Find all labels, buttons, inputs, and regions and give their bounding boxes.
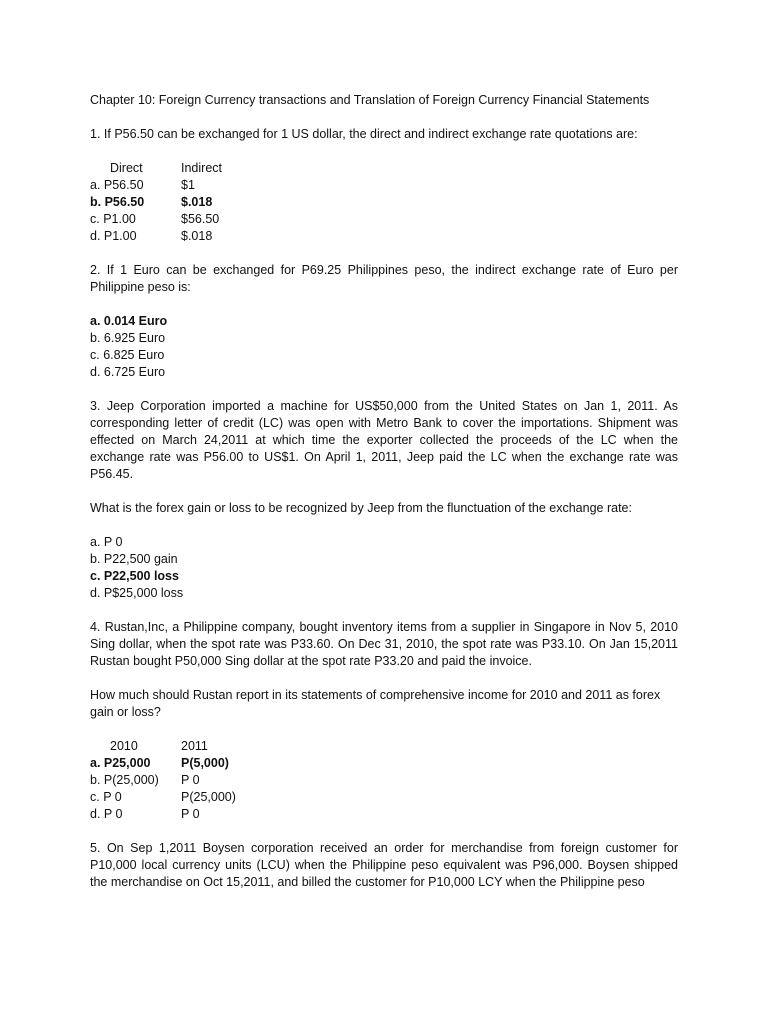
q3-option-d: d. P$25,000 loss xyxy=(90,586,184,600)
q1-option-c-direct: c. P1.00 xyxy=(90,212,136,226)
header-2011: 2011 xyxy=(181,739,208,753)
q2-option-b: b. 6.925 Euro xyxy=(90,331,166,345)
header-2010: 2010 xyxy=(110,739,138,753)
q1-option-a-direct: a. P56.50 xyxy=(90,178,144,192)
q2-option-c: c. 6.825 Euro xyxy=(90,348,165,362)
q4-option-b-2010: b. P(25,000) xyxy=(90,773,159,787)
q4-option-b-2011: P 0 xyxy=(181,773,200,787)
q4-option-d-2011: P 0 xyxy=(181,807,200,821)
question-5-text: 5. On Sep 1,2011 Boysen corporation received an order for merchandise from foreign customer for P10,000 local currency units (LCU) when the Philippine peso equivalent was P96,000. Boysen shipped the merchandise on Oct 15,2011, and billed the customer for P10,000 LCY when the Philippine peso xyxy=(90,841,678,889)
q1-option-c-indirect: $56.50 xyxy=(181,212,220,226)
header-indirect: Indirect xyxy=(181,161,222,175)
header-direct: Direct xyxy=(110,161,143,175)
q1-option-d-indirect: $.018 xyxy=(181,229,213,243)
document-page xyxy=(90,92,678,908)
q3-option-b: b. P22,500 gain xyxy=(90,552,178,566)
question-3-text: 3. Jeep Corporation imported a machine for US$50,000 from the United States on Jan 1, 2011. As corresponding letter of credit (LC) was open with Metro Bank to cover the importations. Shipment was effected on March 24,2011 at which time the exporter collected the proceeds of the LC when the exchange rate was P56.00 to US$1. On April 1, 2011, Jeep paid the LC when the exchange rate was P56.45. xyxy=(90,399,678,481)
q3-option-a: a. P 0 xyxy=(90,535,123,549)
question-3-options xyxy=(90,534,678,602)
q1-option-d-direct: d. P1.00 xyxy=(90,229,137,243)
question-4-text: 4. Rustan,Inc, a Philippine company, bought inventory items from a supplier in Singapore in Nov 5, 2010 Sing dollar, when the spot rate was P33.60. On Dec 31, 2010, the spot rate was P33.10. On Jan 15,2011 Rustan bought P50,000 Sing dollar at the spot rate P33.20 and paid the invoice. xyxy=(90,620,678,668)
question-4-prompt: How much should Rustan report in its statements of comprehensive income for 2010 and 2011 as forex gain or loss? xyxy=(90,688,661,719)
q2-option-d: d. 6.725 Euro xyxy=(90,365,166,379)
q4-option-c-2011: P(25,000) xyxy=(181,790,236,804)
q1-option-b-direct: b. P56.50 xyxy=(90,195,145,209)
q1-option-b-indirect: $.018 xyxy=(181,195,213,209)
q4-option-d-2010: d. P 0 xyxy=(90,807,123,821)
q4-option-c-2010: c. P 0 xyxy=(90,790,122,804)
q4-option-a-2010: a. P25,000 xyxy=(90,756,151,770)
question-1-options-table xyxy=(90,160,678,245)
q1-option-a-indirect: $1 xyxy=(181,178,195,192)
q2-option-a: a. 0.014 Euro xyxy=(90,314,168,328)
question-4-options-table xyxy=(90,738,678,823)
q3-option-c: c. P22,500 loss xyxy=(90,569,179,583)
chapter-title: Chapter 10: Foreign Currency transactions and Translation of Foreign Currency Financial Statements xyxy=(90,93,650,107)
q4-option-a-2011: P(5,000) xyxy=(181,756,229,770)
question-1-text: 1. If P56.50 can be exchanged for 1 US dollar, the direct and indirect exchange rate quotations are: xyxy=(90,127,638,141)
question-2-text: 2. If 1 Euro can be exchanged for P69.25 Philippines peso, the indirect exchange rate of Euro per Philippine peso is: xyxy=(90,263,678,294)
question-3-prompt: What is the forex gain or loss to be recognized by Jeep from the flunctuation of the exchange rate: xyxy=(90,501,632,515)
question-2-options xyxy=(90,313,678,381)
